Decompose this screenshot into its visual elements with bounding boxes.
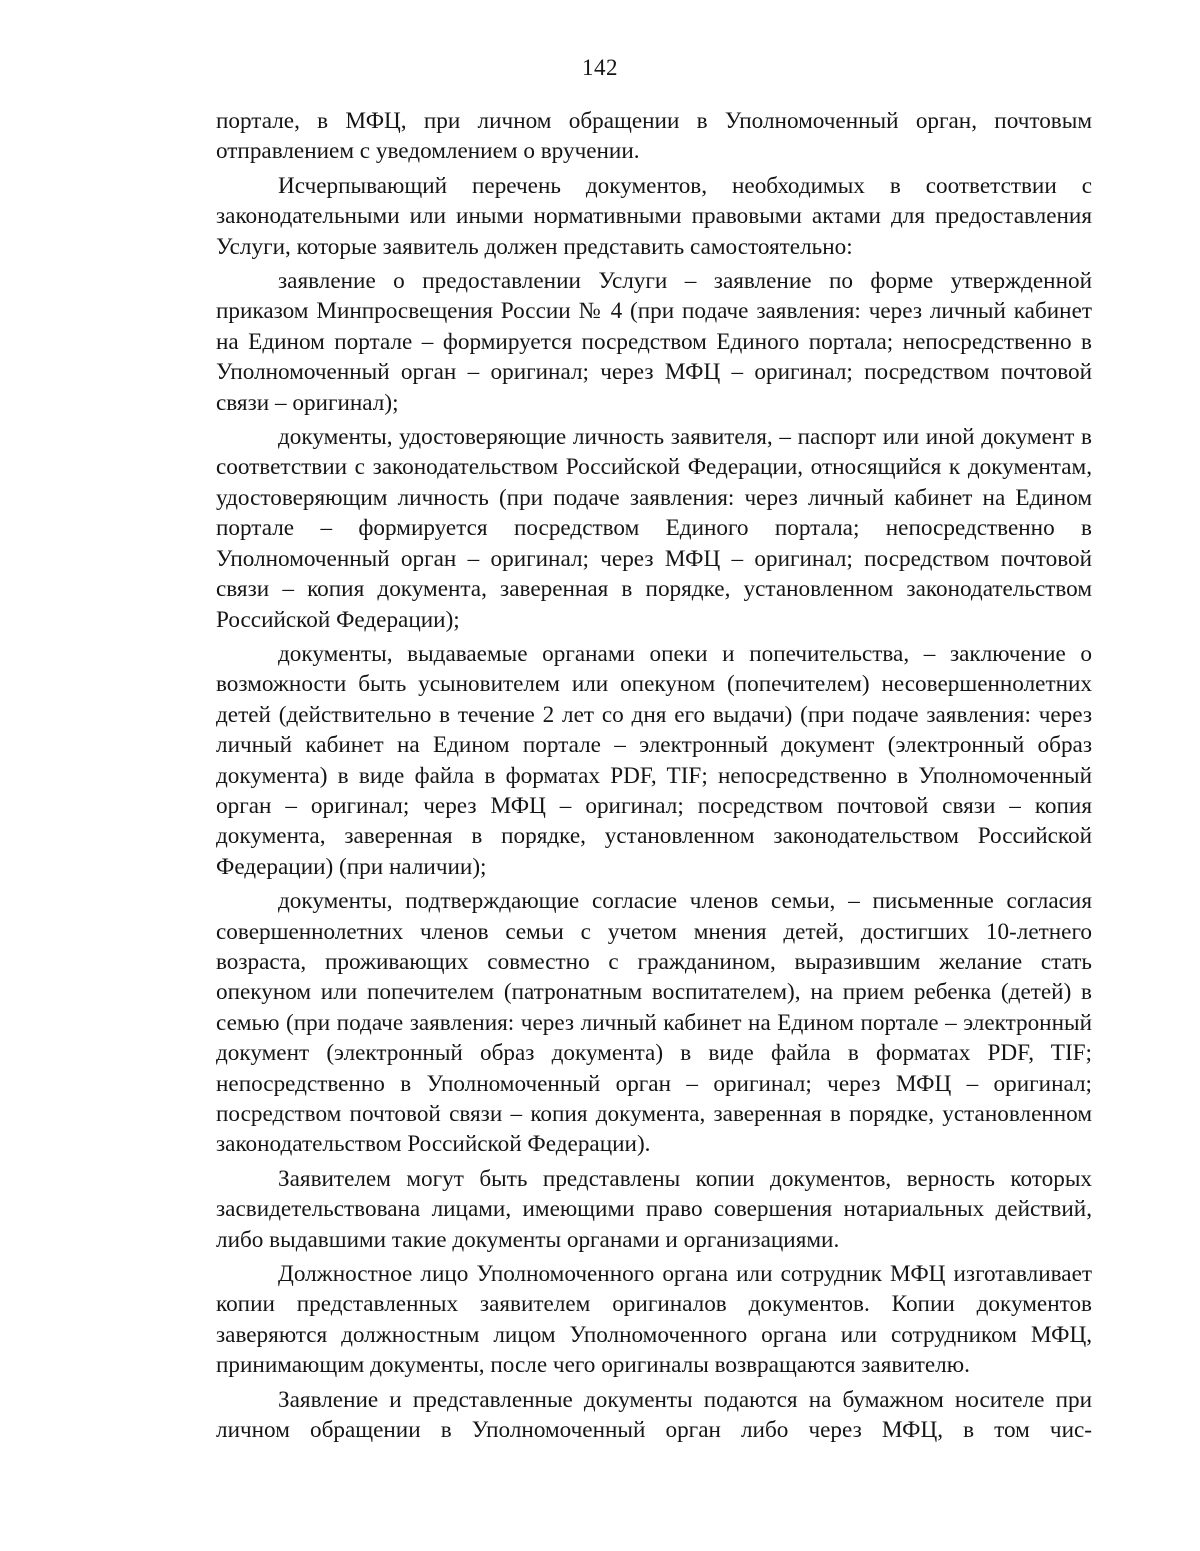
paragraph-guardianship-documents: документы, выдаваемые органами опеки и попечительства, – заключение о возможности быть усыновителем или опекуном (попечителем) несовершеннолетних детей (действительно в течение 2 лет со дня его выдачи) (при подаче заявления: через личный кабинет на Едином портале – электронный документ (электронный образ документа) в виде файла в форматах PDF, TIF; непосредственно в Уполномоченный орган – оригинал; через МФЦ – оригинал; посредством почтовой связи – копия документа, заверенная в порядке, установленном законодательством Российской Федерации) (при наличии); xyxy=(216,640,1092,880)
paragraph-certified-copies: Заявителем могут быть представлены копии документов, верность которых засвидетельствована лицами, имеющими право совершения нотариальных действий, либо выдавшими такие документы органами и организациями. xyxy=(216,1165,1092,1253)
paragraph-submission: Заявление и представленные документы подаются на бумажном носителе при личном обращении в Уполномоченный орган либо через МФЦ, в том чис- xyxy=(216,1386,1092,1444)
page-number: 142 xyxy=(582,55,618,80)
paragraph-identity-documents: документы, удостоверяющие личность заявителя, – паспорт или иной документ в соответствии с законодательством Российской Федерации, относящийся к документам, удостоверяющим личность (при подаче заявления: через личный кабинет на Едином портале – формируется посредством Единого портала; непосредственно в Уполномоченный орган – оригинал; через МФЦ – оригинал; посредством почтовой связи – копия документа, заверенная в порядке, установленном законодательством Российской Федерации); xyxy=(216,424,1092,633)
paragraph-copy-verification: Должностное лицо Уполномоченного органа или сотрудник МФЦ изготавливает копии представленных заявителем оригиналов документов. Копии документов заверяются должностным лицом Уполномоченного органа или сотрудником МФЦ, принимающим документы, после чего оригиналы возвращаются заявителю. xyxy=(216,1261,1092,1379)
paragraph-application: заявление о предоставлении Услуги – заявление по форме утвержденной приказом Минпросвещения России № 4 (при подаче заявления: через личный кабинет на Едином портале – формируется посредством Единого портала; непосредственно в Уполномоченный орган – оригинал; через МФЦ – оригинал; посредством почтовой связи – оригинал); xyxy=(216,268,1092,416)
paragraph-document-list-intro: Исчерпывающий перечень документов, необходимых в соответствии с законодательными или иными нормативными правовыми актами для предоставления Услуги, которые заявитель должен представить самостоятельно: xyxy=(216,172,1092,260)
paragraph-continuation: портале, в МФЦ, при личном обращении в Уполномоченный орган, почтовым отправлением с уведомлением о вручении. xyxy=(216,108,1092,165)
paragraph-family-consent: документы, подтверждающие согласие членов семьи, – письменные согласия совершеннолетних членов семьи с учетом мнения детей, достигших 10-летнего возраста, проживающих совместно с гражданином, выразившим желание стать опекуном или попечителем (патронатным воспитателем), на прием ребенка (детей) в семью (при подаче заявления: через личный кабинет на Едином портале – электронный документ (электронный образ документа) в виде файла в форматах PDF, TIF; непосредственно в Уполномоченный орган – оригинал; через МФЦ – оригинал; посредством почтовой связи – копия документа, заверенная в порядке, установленном законодательством Российской Федерации). xyxy=(216,888,1092,1158)
document-body xyxy=(216,106,1092,1449)
